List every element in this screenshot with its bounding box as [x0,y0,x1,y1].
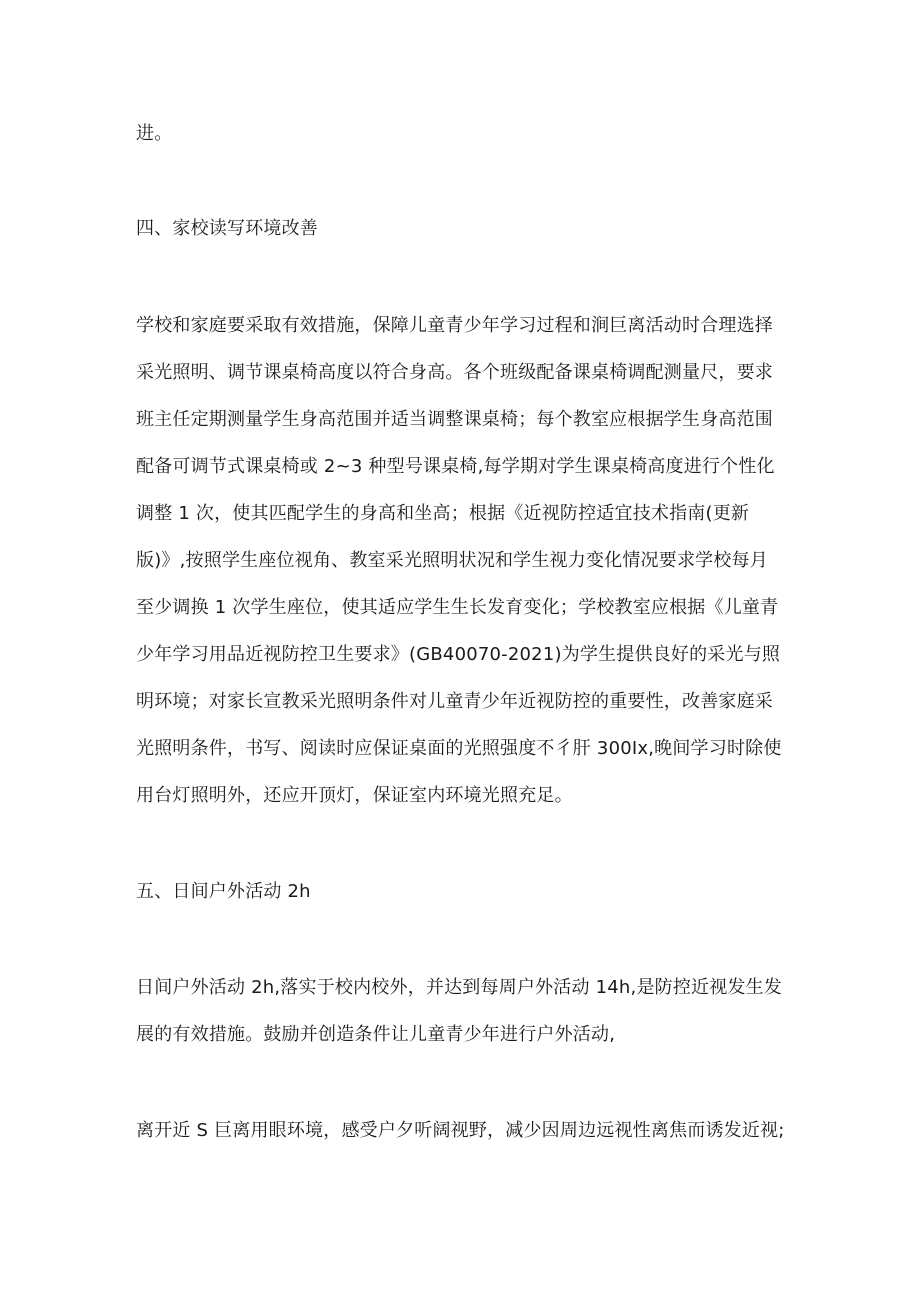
paragraph-line: 展的有效措施。鼓励并创造条件让儿童青少年进行户外活动, [136,1024,616,1045]
paragraph-line: 采光照明、调节课桌椅高度以符合身高。各个班级配备课桌椅调配测量尺，要求 [136,362,773,383]
paragraph-line: 调整 1 次，使其匹配学生的身高和坐高；根据《近视防控适宜技术指南(更新 [136,503,750,524]
section-heading: 四、家校读写环境改善 [136,218,318,239]
paragraph-line: 日间户外活动 2h,落实于校内校外，并达到每周户外活动 14h,是防控近视发生发 [136,977,783,998]
paragraph-line: 离开近 S 巨离用眼环境，感受户夕听阔视野，减少因周边远视性离焦而诱发近视; [136,1120,785,1141]
paragraph-line: 少年学习用品近视防控卫生要求》(GB40070-2021)为学生提供良好的采光与照 [136,644,781,665]
paragraph-line: 班主任定期测量学生身高范围并适当调整课桌椅；每个教室应根据学生身高范围 [136,409,773,430]
section-heading: 五、日间户外活动 2h [136,881,311,902]
paragraph-line: 学校和家庭要采取有效措施，保障儿童青少年学习过程和涧巨离活动时合理选择 [136,315,773,336]
paragraph-line: 用台灯照明外，还应开顶灯，保证室内环境光照充足。 [136,785,573,806]
paragraph-line: 至少调换 1 次学生座位，使其适应学生生长发育变化；学校教室应根据《儿童青 [136,597,779,618]
paragraph-line: 进。 [136,123,173,144]
paragraph-line: 明环境；对家长宣教采光照明条件对儿童青少年近视防控的重要性，改善家庭采 [136,691,773,712]
paragraph-line: 版)》,按照学生座位视角、教室采光照明状况和学生视力变化情况要求学校每月 [136,550,768,571]
paragraph-line: 光照明条件，书写、阅读时应保证桌面的光照强度不彳肝 300Ix,晚间学习时除使 [136,738,782,759]
paragraph-line: 配备可调节式课桌椅或 2~3 种型号课桌椅,每学期对学生课桌椅高度进行个性化 [136,456,775,477]
